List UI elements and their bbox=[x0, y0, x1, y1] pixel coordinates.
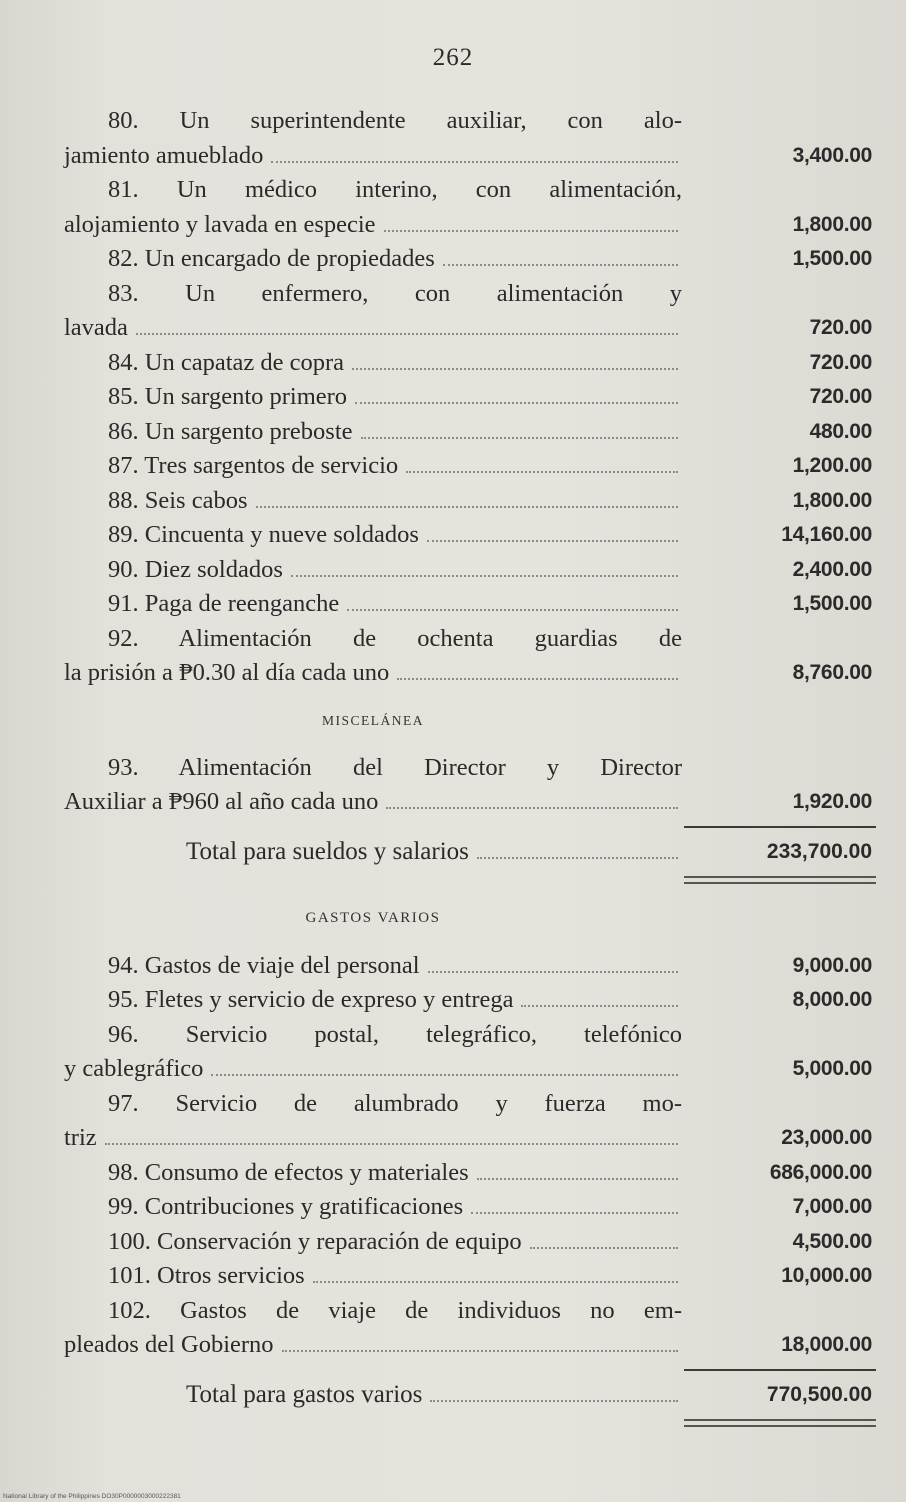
entry-last-line bbox=[64, 656, 682, 691]
entry-text: 94. Gastos de viaje del personal bbox=[108, 951, 420, 979]
leader-dots bbox=[477, 857, 678, 859]
entry-amount: 18,000.00 bbox=[781, 1333, 872, 1356]
entry-text: Auxiliar a ₱960 al año cada uno bbox=[64, 788, 379, 815]
total-gastos-amount: 770,500.00 bbox=[766, 1382, 872, 1406]
budget-entry bbox=[64, 1190, 876, 1225]
entry-last-line bbox=[64, 1190, 682, 1225]
leader-dots bbox=[291, 575, 678, 577]
leader-dots bbox=[477, 1178, 678, 1180]
entry-text: lavada bbox=[64, 314, 128, 341]
budget-entry bbox=[64, 1225, 876, 1260]
budget-entry bbox=[64, 1259, 876, 1294]
entry-last-line bbox=[64, 553, 682, 588]
budget-entry bbox=[64, 415, 876, 450]
entry-amount: 686,000.00 bbox=[769, 1160, 872, 1184]
footer-attribution: National Library of the Philippines DO30P0000003000222381 bbox=[3, 1493, 181, 1500]
budget-entry bbox=[64, 242, 876, 277]
entry-text: pleados del Gobierno bbox=[64, 1331, 274, 1358]
entry-last-line bbox=[64, 949, 682, 984]
entry-amount: 8,760.00 bbox=[792, 661, 872, 684]
budget-entry bbox=[64, 949, 876, 984]
leader-dots bbox=[211, 1074, 678, 1076]
entry-last-line bbox=[64, 1259, 682, 1294]
entry-last-line bbox=[64, 1121, 682, 1156]
entry-text: 91. Paga de reenganche bbox=[108, 590, 340, 617]
entry-amount: 1,500.00 bbox=[792, 592, 872, 615]
entry-amount: 5,000.00 bbox=[792, 1057, 872, 1080]
entry-amount: 480.00 bbox=[809, 419, 872, 443]
entry-text: triz bbox=[64, 1124, 97, 1151]
budget-entry bbox=[64, 553, 876, 588]
leader-dots bbox=[361, 437, 679, 439]
page-number: 262 bbox=[432, 44, 474, 71]
entry-amount: 8,000.00 bbox=[792, 988, 872, 1011]
entry-text-line: 93. Alimentación del Director y Director bbox=[108, 753, 682, 781]
total-gastos-label: Total para gastos varios bbox=[186, 1380, 423, 1408]
leader-dots bbox=[471, 1212, 678, 1214]
budget-entry bbox=[64, 380, 876, 415]
entry-amount: 1,920.00 bbox=[792, 790, 872, 813]
entry-text-line: 81. Un médico interino, con alimentación, bbox=[108, 176, 682, 203]
entry-text-line: 96. Servicio postal, telegráfico, telefónico bbox=[108, 1020, 682, 1048]
entry-text: 98. Consumo de efectos y materiales bbox=[108, 1158, 469, 1186]
entry-amount: 720.00 bbox=[809, 385, 872, 408]
misc-entries bbox=[64, 751, 876, 820]
entry-text: 101. Otros servicios bbox=[108, 1262, 305, 1289]
gastos-entries bbox=[64, 949, 876, 1363]
leader-dots bbox=[428, 971, 678, 973]
total-salaries-label: Total para sueldos y salarios bbox=[186, 837, 469, 865]
entry-amount: 9,000.00 bbox=[792, 953, 872, 977]
leader-dots bbox=[105, 1143, 678, 1145]
budget-entry bbox=[64, 484, 876, 519]
budget-entry bbox=[64, 518, 876, 553]
leader-dots bbox=[427, 540, 678, 542]
entry-last-line bbox=[64, 1052, 682, 1087]
budget-entry bbox=[64, 104, 876, 173]
entry-last-line bbox=[64, 311, 682, 346]
entry-text: 95. Fletes y servicio de expreso y entrega bbox=[108, 986, 514, 1013]
entry-last-line bbox=[64, 983, 682, 1018]
leader-dots bbox=[136, 333, 678, 335]
leader-dots bbox=[271, 161, 678, 163]
entry-text: 90. Diez soldados bbox=[108, 555, 283, 583]
entry-text: 100. Conservación y reparación de equipo bbox=[108, 1227, 522, 1255]
leader-dots bbox=[347, 609, 678, 611]
leader-dots bbox=[256, 506, 679, 508]
entry-text: jamiento amueblado bbox=[64, 141, 264, 169]
entry-last-line bbox=[64, 449, 682, 484]
entry-last-line bbox=[64, 415, 682, 450]
entry-text: 86. Un sargento preboste bbox=[108, 417, 353, 445]
section-heading-gastos: GASTOS VARIOS bbox=[305, 909, 441, 926]
budget-list bbox=[64, 104, 876, 1427]
leader-dots bbox=[282, 1350, 678, 1352]
entry-amount: 2,400.00 bbox=[792, 557, 872, 581]
rule-single bbox=[64, 1363, 876, 1377]
budget-entry bbox=[64, 751, 876, 820]
entry-last-line bbox=[64, 1225, 682, 1260]
budget-entry bbox=[64, 173, 876, 242]
budget-entry bbox=[64, 1018, 876, 1087]
entry-amount: 14,160.00 bbox=[781, 523, 872, 546]
leader-dots bbox=[397, 678, 678, 680]
rule-single bbox=[64, 820, 876, 834]
budget-entry bbox=[64, 346, 876, 381]
entry-text: 99. Contribuciones y gratificaciones bbox=[108, 1193, 464, 1220]
salary-entries bbox=[64, 104, 876, 691]
leader-dots bbox=[406, 471, 678, 473]
entry-last-line bbox=[64, 346, 682, 381]
entry-amount: 720.00 bbox=[809, 350, 872, 374]
budget-entry bbox=[64, 1087, 876, 1156]
entry-amount: 10,000.00 bbox=[781, 1264, 872, 1287]
entry-amount: 1,200.00 bbox=[792, 454, 872, 477]
total-salaries-amount: 233,700.00 bbox=[766, 839, 872, 863]
entry-text-line: 102. Gastos de viaje de individuos no em- bbox=[108, 1296, 682, 1324]
entry-text: y cablegráfico bbox=[64, 1055, 204, 1082]
budget-entry bbox=[64, 277, 876, 346]
entry-amount: 720.00 bbox=[809, 316, 872, 339]
entry-text-line: 97. Servicio de alumbrado y fuerza mo- bbox=[108, 1089, 682, 1117]
section-heading-miscelanea: MISCELÁNEA bbox=[322, 712, 424, 728]
entry-text: 84. Un capataz de copra bbox=[108, 348, 345, 376]
entry-text: 82. Un encargado de propiedades bbox=[108, 245, 435, 272]
leader-dots bbox=[313, 1281, 678, 1283]
budget-entry bbox=[64, 449, 876, 484]
entry-last-line bbox=[64, 380, 682, 415]
entry-amount: 4,500.00 bbox=[792, 1229, 872, 1253]
entry-amount: 1,800.00 bbox=[792, 488, 872, 512]
entry-text-line: 83. Un enfermero, con alimentación y bbox=[108, 279, 682, 307]
budget-entry bbox=[64, 983, 876, 1018]
entry-amount: 1,500.00 bbox=[792, 247, 872, 270]
entry-last-line bbox=[64, 1328, 682, 1363]
entry-last-line bbox=[64, 1156, 682, 1191]
leader-dots bbox=[384, 230, 678, 232]
entry-text: alojamiento y lavada en especie bbox=[64, 210, 376, 238]
entry-text: 88. Seis cabos bbox=[108, 486, 248, 514]
leader-dots bbox=[443, 264, 678, 266]
total-salaries-row bbox=[64, 834, 876, 870]
rule-double bbox=[64, 870, 876, 884]
entry-last-line bbox=[64, 587, 682, 622]
entry-text: 89. Cincuenta y nueve soldados bbox=[108, 521, 419, 548]
leader-dots bbox=[352, 368, 678, 370]
leader-dots bbox=[530, 1247, 678, 1249]
budget-entry bbox=[64, 1156, 876, 1191]
leader-dots bbox=[355, 402, 678, 404]
entry-amount: 23,000.00 bbox=[781, 1126, 872, 1149]
entry-text-line: 80. Un superintendente auxiliar, con alo- bbox=[108, 107, 682, 134]
entry-last-line bbox=[64, 518, 682, 553]
entry-last-line bbox=[64, 785, 682, 820]
entry-last-line bbox=[64, 484, 682, 519]
leader-dots bbox=[386, 807, 678, 809]
rule-double bbox=[64, 1413, 876, 1427]
entry-text: 85. Un sargento primero bbox=[108, 383, 348, 410]
entry-amount: 3,400.00 bbox=[792, 143, 872, 167]
entry-amount: 7,000.00 bbox=[792, 1195, 872, 1218]
budget-entry bbox=[64, 587, 876, 622]
entry-last-line bbox=[64, 139, 682, 174]
entry-amount: 1,800.00 bbox=[792, 212, 872, 236]
entry-last-line bbox=[64, 208, 682, 243]
budget-entry bbox=[64, 622, 876, 691]
entry-text: 87. Tres sargentos de servicio bbox=[108, 452, 399, 479]
entry-text-line: 92. Alimentación de ochenta guardias de bbox=[108, 624, 682, 652]
budget-entry bbox=[64, 1294, 876, 1363]
entry-text: la prisión a ₱0.30 al día cada uno bbox=[64, 659, 390, 686]
entry-last-line bbox=[64, 242, 682, 277]
leader-dots bbox=[430, 1400, 678, 1402]
leader-dots bbox=[521, 1005, 678, 1007]
total-gastos-row bbox=[64, 1377, 876, 1413]
